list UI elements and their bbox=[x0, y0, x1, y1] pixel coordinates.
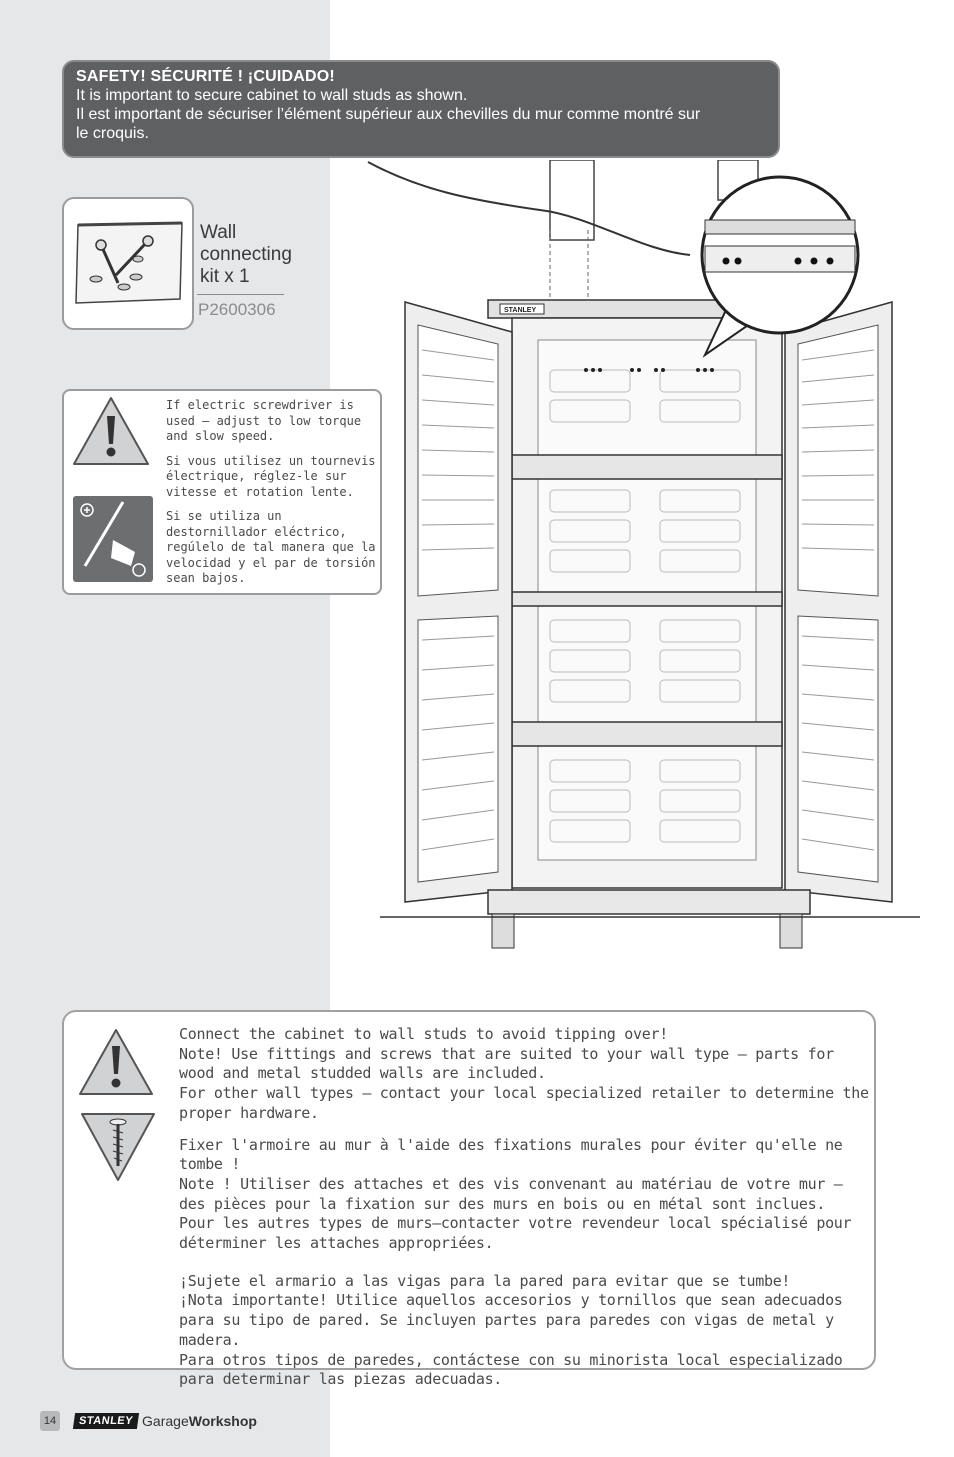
cabinet-illustration bbox=[360, 160, 930, 980]
safety-banner bbox=[62, 60, 780, 158]
warning-en: If electric screwdriver is used – adjust to low torque and slow speed. bbox=[166, 398, 362, 443]
page-footer bbox=[40, 1410, 257, 1432]
wall-mount-note-text bbox=[179, 1025, 869, 1402]
screw-warning-icon bbox=[78, 1110, 158, 1184]
page-number: 14 bbox=[40, 1411, 60, 1431]
note-es: ¡Sujete el armario a las vigas para la pared para evitar que se tumbe! ¡Nota importante! Utilice aquellos accesorios y tornillos que sean adecuados para su tipo de pared. Se incluyen partes para paredes con vigas de metal y madera. Para otros tipos de paredes, contáctese con su minorista local especializado para determinar las piezas adecuadas. bbox=[179, 1271, 843, 1389]
warning-es: Si se utiliza un destornillador eléctrico, regúlelo de tal manera que la velocidad y el par de torsión sean bajos. bbox=[166, 509, 376, 585]
safety-line-fr-cont: le croquis. bbox=[76, 125, 149, 142]
warning-fr: Si vous utilisez un tournevis électrique, réglez-le sur vitesse et rotation lente. bbox=[166, 453, 376, 499]
product-line bbox=[142, 1413, 257, 1429]
product-bold: Workshop bbox=[188, 1413, 257, 1429]
product-prefix: Garage bbox=[142, 1413, 189, 1429]
screw-bag-icon bbox=[64, 199, 192, 328]
kit-divider bbox=[197, 294, 284, 295]
note-en: Connect the cabinet to wall studs to avoid tipping over! Note! Use fittings and screws that are suited to your wall type – parts for wood and metal studded walls are included. For other wall types – contact your local specialized retailer to determine the proper hardware. bbox=[179, 1025, 869, 1122]
kit-image-box bbox=[62, 197, 194, 330]
brand-plate: STANLEY bbox=[504, 307, 537, 314]
safety-line-fr: Il est important de sécuriser l’élément supérieur aux chevilles du mur comme montré sur bbox=[76, 106, 701, 123]
electric-screwdriver-icon bbox=[73, 496, 153, 582]
brand-logo: STANLEY bbox=[73, 1413, 139, 1429]
warning-triangle-icon bbox=[76, 1026, 156, 1098]
kit-label: Wall connecting kit x 1 bbox=[200, 222, 292, 287]
safety-title: SAFETY! SÉCURITÉ ! ¡CUIDADO! bbox=[76, 68, 335, 85]
screwdriver-warning-text bbox=[166, 398, 380, 596]
kit-part-code: P2600306 bbox=[198, 300, 276, 319]
safety-line-en: It is important to secure cabinet to wall studs as shown. bbox=[76, 87, 468, 104]
note-fr: Fixer l'armoire au mur à l'aide des fixations murales pour éviter qu'elle ne tombe ! Note ! Utiliser des attaches et des vis convenant au matériau de votre mur – des pièces pour la fixation sur des murs en bois ou en métal sont inclues. Pour les autres types de murs–contacter votre revendeur local spécialisé pour déterminer les attaches appropriées. bbox=[179, 1135, 852, 1253]
warning-triangle-icon bbox=[70, 394, 152, 468]
